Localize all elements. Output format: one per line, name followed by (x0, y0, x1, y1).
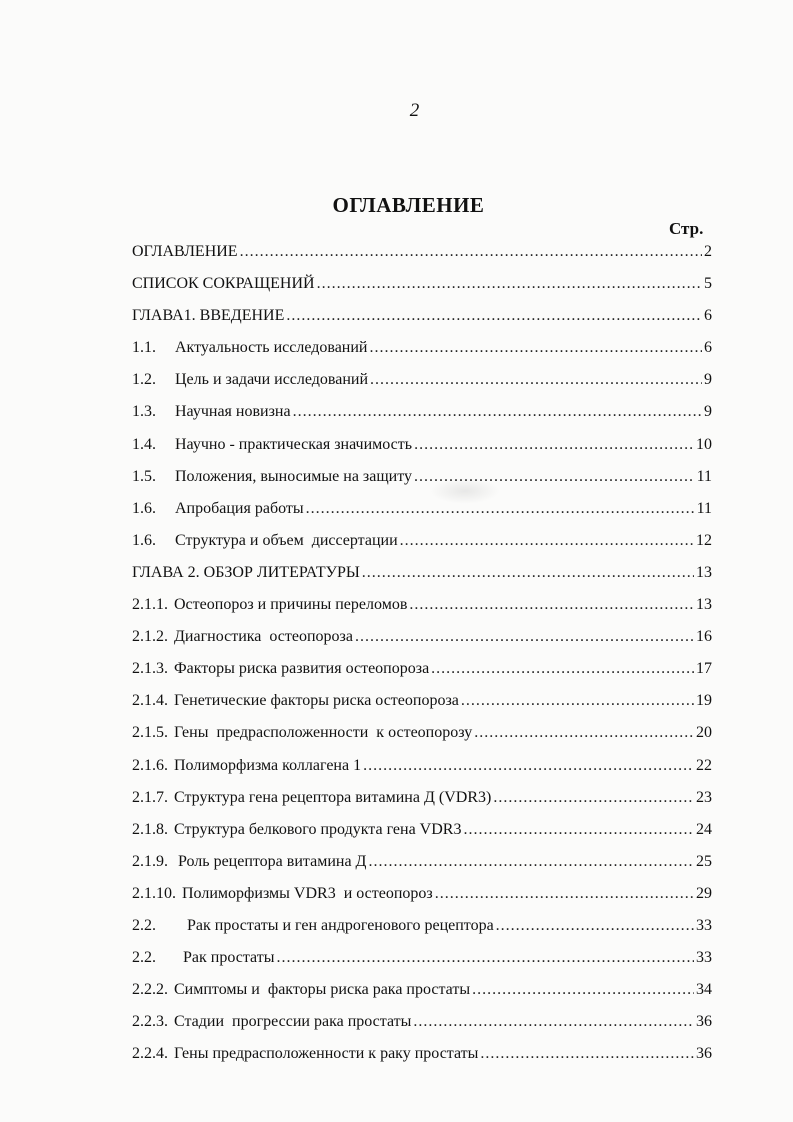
toc-entry-title: Полиморфизмы VDR3 и остеопороз (182, 884, 433, 902)
toc-leader-dots (362, 557, 694, 589)
toc-entry-page: 33 (696, 916, 712, 934)
toc-entry-page: 33 (696, 949, 712, 967)
toc-entry-number: 1.4. (132, 435, 156, 453)
toc-entry (132, 814, 712, 846)
toc-entry-page: 34 (696, 981, 712, 999)
toc-entry-title: Факторы риска развития остеопороза (174, 660, 430, 678)
toc-leader-dots (461, 685, 694, 717)
toc-entry (132, 364, 712, 396)
toc-leader-dots (496, 910, 694, 942)
toc-entry-page: 11 (696, 499, 712, 517)
toc-entry-title: Полиморфизма коллагена 1 (174, 756, 362, 774)
toc-entry (132, 782, 712, 814)
page-number: 2 (409, 100, 420, 121)
toc-entry-title: Актуальность исследований (175, 339, 368, 357)
toc-entry (132, 429, 712, 461)
toc-entry-page: 11 (696, 467, 712, 485)
toc-entry-number: 1.2. (132, 371, 156, 389)
toc-leader-dots (355, 621, 694, 653)
toc-entry-page: 13 (696, 563, 712, 581)
toc-entry (132, 236, 712, 268)
toc-entry (132, 300, 712, 332)
toc-entry-title: ОГЛАВЛЕНИЕ (132, 243, 238, 260)
table-of-contents (132, 236, 712, 1070)
toc-entry-title: Гены предрасположенности к раку простаты (174, 1045, 479, 1063)
toc-entry-title: Гены предрасположенности к остеопорозу (174, 724, 473, 742)
toc-leader-dots (368, 846, 694, 878)
toc-entry-page: 24 (696, 820, 712, 838)
toc-leader-dots (409, 589, 694, 621)
toc-entry-number: 2.2.3. (132, 1013, 168, 1031)
toc-entry-number: 1.6. (132, 531, 156, 549)
toc-entry (132, 1038, 712, 1070)
toc-entry-page: 22 (696, 756, 712, 774)
toc-entry-number: 2.1.7. (132, 788, 168, 806)
toc-entry-page: 5 (704, 275, 712, 293)
toc-entry-number: 1.6. (132, 499, 156, 517)
toc-entry-number: 2.1.6. (132, 756, 168, 774)
toc-entry-page: 6 (704, 339, 712, 357)
toc-entry-title: Диагностика остеопороза (174, 628, 353, 646)
toc-entry-page: 20 (696, 724, 712, 742)
toc-leader-dots (431, 653, 694, 685)
toc-leader-dots (240, 236, 702, 268)
toc-entry-number: 1.5. (132, 467, 156, 485)
toc-entry-page: 17 (696, 660, 712, 678)
toc-entry (132, 268, 712, 300)
toc-leader-dots (474, 717, 694, 749)
toc-entry (132, 685, 712, 717)
toc-entry-title: Цель и задачи исследований (175, 371, 369, 389)
toc-entry-number: 2.1.9. (132, 852, 168, 870)
toc-leader-dots (286, 300, 702, 332)
toc-entry-number: 2.1.5. (132, 724, 168, 742)
toc-entry-title: Стадии прогрессии рака простаты (174, 1013, 412, 1031)
toc-entry (132, 493, 712, 525)
toc-entry (132, 750, 712, 782)
toc-entry (132, 717, 712, 749)
toc-leader-dots (400, 525, 694, 557)
toc-entry (132, 1006, 712, 1038)
toc-entry-number: 2.2.4. (132, 1045, 168, 1063)
toc-entry (132, 557, 712, 589)
toc-entry (132, 653, 712, 685)
toc-entry-number: 2.1.2. (132, 628, 168, 646)
toc-entry-number: 2.1.10. (132, 884, 176, 902)
toc-leader-dots (317, 268, 702, 300)
toc-leader-dots (276, 942, 694, 974)
toc-entry (132, 525, 712, 557)
toc-entry (132, 461, 712, 493)
page-column-header: Стр. (669, 219, 704, 238)
toc-leader-dots (413, 1006, 694, 1038)
toc-entry-number: 2.1.1. (132, 596, 168, 614)
toc-entry-page: 36 (696, 1045, 712, 1063)
toc-entry (132, 942, 712, 974)
toc-entry-page: 2 (704, 243, 712, 260)
toc-entry-page: 19 (696, 692, 712, 710)
toc-entry (132, 910, 712, 942)
toc-leader-dots (414, 461, 695, 493)
toc-leader-dots (369, 332, 702, 364)
toc-entry (132, 846, 712, 878)
toc-entry-number: 2.2.2. (132, 981, 168, 999)
toc-entry-number: 2.1.8. (132, 820, 168, 838)
toc-entry-page: 9 (704, 371, 712, 389)
toc-leader-dots (480, 1038, 694, 1070)
toc-leader-dots (293, 396, 702, 428)
toc-entry-title: Положения, выносимые на защиту (175, 467, 413, 485)
toc-leader-dots (435, 878, 694, 910)
toc-leader-dots (463, 814, 694, 846)
toc-entry-title: Роль рецептора витамина Д (174, 852, 367, 870)
toc-entry-page: 10 (696, 435, 712, 453)
toc-leader-dots (414, 429, 694, 461)
toc-entry (132, 396, 712, 428)
toc-leader-dots (472, 974, 694, 1006)
toc-entry (132, 589, 712, 621)
toc-entry-page: 12 (696, 531, 712, 549)
page-title: ОГЛАВЛЕНИЕ (332, 193, 485, 217)
toc-entry (132, 974, 712, 1006)
toc-entry-page: 16 (696, 628, 712, 646)
toc-entry-title: ГЛАВА1. ВВЕДЕНИЕ (132, 307, 285, 325)
toc-entry-number: 2.2. (132, 949, 156, 967)
toc-entry-number: 2.1.3. (132, 660, 168, 678)
toc-entry (132, 332, 712, 364)
toc-entry (132, 621, 712, 653)
toc-entry-title: Симптомы и факторы риска рака простаты (174, 981, 471, 999)
toc-entry-page: 36 (696, 1013, 712, 1031)
toc-entry-title: Рак простаты (175, 949, 275, 967)
toc-entry-title: Генетические факторы риска остеопороза (174, 692, 459, 710)
toc-entry-number: 1.3. (132, 403, 156, 421)
toc-entry-title: Структура белкового продукта гена VDR3 (174, 820, 462, 838)
toc-entry-page: 25 (696, 852, 712, 870)
toc-entry-number: 2.1.4. (132, 692, 168, 710)
toc-entry-title: Структура гена рецептора витамина Д (VDR3) (174, 788, 492, 806)
toc-entry-title: Структура и объем диссертации (175, 531, 398, 549)
toc-entry-title: Рак простаты и ген андрогенового рецептора (175, 916, 494, 934)
toc-entry-page: 29 (696, 884, 712, 902)
toc-leader-dots (306, 493, 695, 525)
toc-entry-title: Научно - практическая значимость (175, 435, 413, 453)
toc-entry-page: 9 (704, 403, 712, 421)
toc-leader-dots (370, 364, 702, 396)
toc-entry-page: 23 (696, 788, 712, 806)
toc-entry-title: Научная новизна (175, 403, 291, 421)
toc-leader-dots (493, 782, 694, 814)
toc-entry-title: СПИСОК СОКРАЩЕНИЙ (132, 275, 315, 293)
toc-entry (132, 878, 712, 910)
toc-entry-number: 1.1. (132, 339, 156, 357)
toc-entry-title: ГЛАВА 2. ОБЗОР ЛИТЕРАТУРЫ (132, 563, 360, 581)
toc-leader-dots (363, 750, 694, 782)
toc-entry-page: 6 (704, 307, 712, 325)
toc-entry-number: 2.2. (132, 916, 156, 934)
toc-entry-title: Апробация работы (175, 499, 304, 517)
toc-entry-title: Остеопороз и причины переломов (174, 596, 408, 614)
toc-entry-page: 13 (696, 596, 712, 614)
